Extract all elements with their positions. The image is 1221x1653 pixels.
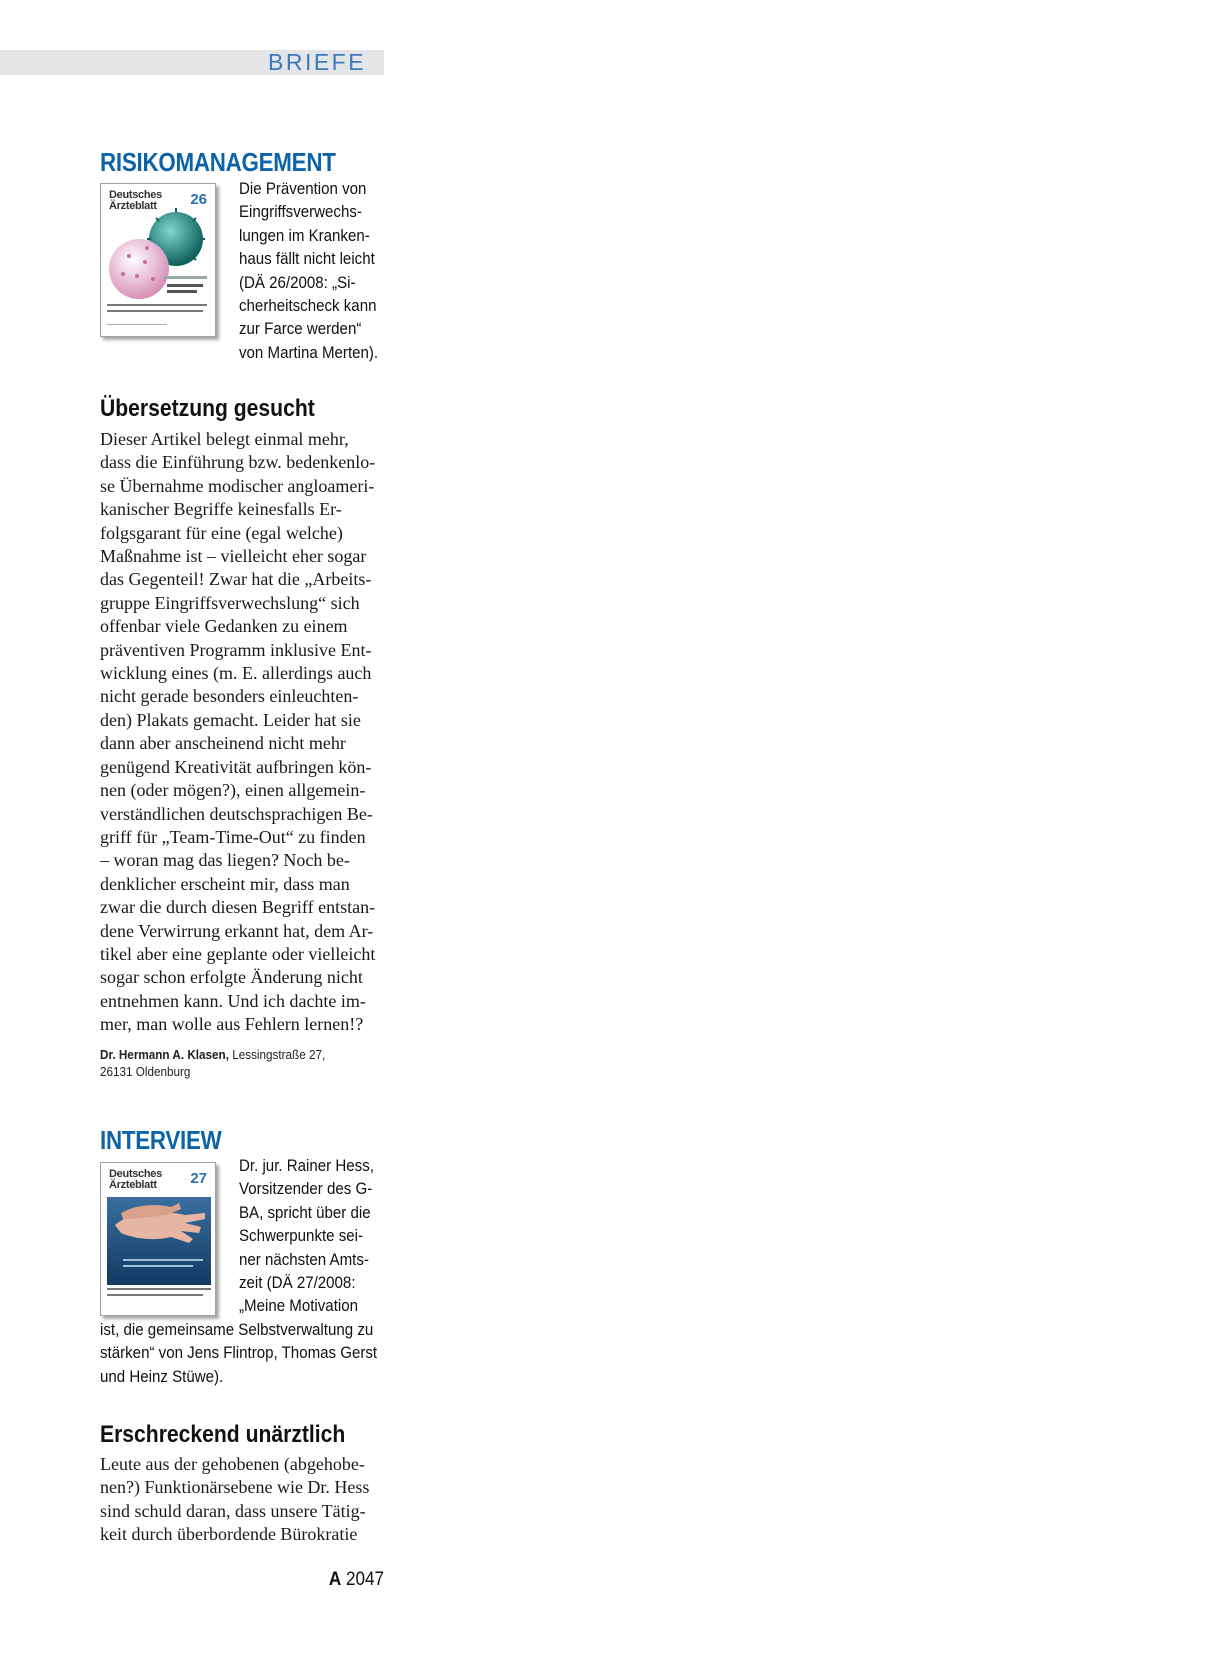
cover-masthead: Deutsches Ärzteblatt: [109, 1168, 162, 1191]
magazine-cover-27: [100, 1162, 216, 1316]
page-section-title: BRIEFE: [268, 49, 367, 75]
cover-hands-illustration: [101, 1163, 215, 1315]
cover-virus-illustration: [101, 184, 215, 336]
magazine-cover-26: [100, 183, 216, 337]
section-heading-interview: INTERVIEW: [100, 1125, 222, 1155]
letter-body-uebersetzung: Dieser Artikel belegt einmal mehr, dass die Einführung bzw. bedenkenlo- se Übernahme modischer angloameri- kanischer Begriffe keinesfalls Er- folgsgarant für eine (egal welche) Maßnahme ist – vielleicht eher sogar das Gegenteil! Zwar hat die „Arbeits- gruppe Eingriffsverwechslung“ sich offenbar viele Gedanken zu einem präventiven Programm inklusive Ent- wicklung eines (m. E. allerdings auch nicht gerade besonders einleuchten- den) Plakats gemacht. Leider hat sie dann aber anscheinend nicht mehr genügend Kreativität aufbringen kön- nen (oder mögen?), einen allgemein- verständlichen deutschsprachigen Be- griff für „Team-Time-Out“ zu finden – woran mag das liegen? Noch be- denklicher erscheint mir, dass man zwar die durch diesen Begriff entstan- dene Verwirrung erkannt hat, dem Ar- tikel aber eine geplante oder vielleicht sogar schon erfolgte Änderung nicht entnehmen kann. Und ich dachte im- mer, man wolle aus Fehlern lernen!?: [100, 429, 376, 1035]
letter-body-erschreckend: Leute aus der gehobenen (abgehobe- nen?) Funktionärsebene wie Dr. Hess sind schuld daran, dass unsere Tätig- keit durch überbordende Bürokratie: [100, 1454, 370, 1545]
cover-masthead: Deutsches Ärzteblatt: [109, 189, 162, 212]
letter-signature-klasen: Dr. Hermann A. Klasen, Lessingstraße 27, 26131 Oldenburg: [100, 1047, 326, 1079]
cover-issue-number: 26: [190, 191, 207, 208]
page-number: A 2047: [328, 1569, 384, 1590]
intro-interview-narrow: Dr. jur. Rainer Hess, Vorsitzender des G- BA, spricht über die Schwerpunkte sei- ner nächsten Amts- zeit (DÄ 27/2008: „Meine Motivation: [239, 1157, 374, 1316]
letter-title-erschreckend: Erschreckend unärztlich: [100, 1421, 346, 1448]
intro-risikomanagement: Die Prävention von Eingriffsverwechs- lungen im Kranken- haus fällt nicht leicht (DÄ 26/2008: „Si- cherheitscheck kann zur Farce werden“ von Martina Merten).: [239, 180, 379, 362]
section-heading-risikomanagement: RISIKOMANAGEMENT: [100, 147, 336, 177]
letter-title-uebersetzung: Übersetzung gesucht: [100, 395, 315, 422]
cover-issue-number: 27: [190, 1170, 207, 1187]
intro-interview-wide: ist, die gemeinsame Selbstverwaltung zu stärken“ von Jens Flintrop, Thomas Gerst und Heinz Stüwe).: [100, 1321, 378, 1386]
